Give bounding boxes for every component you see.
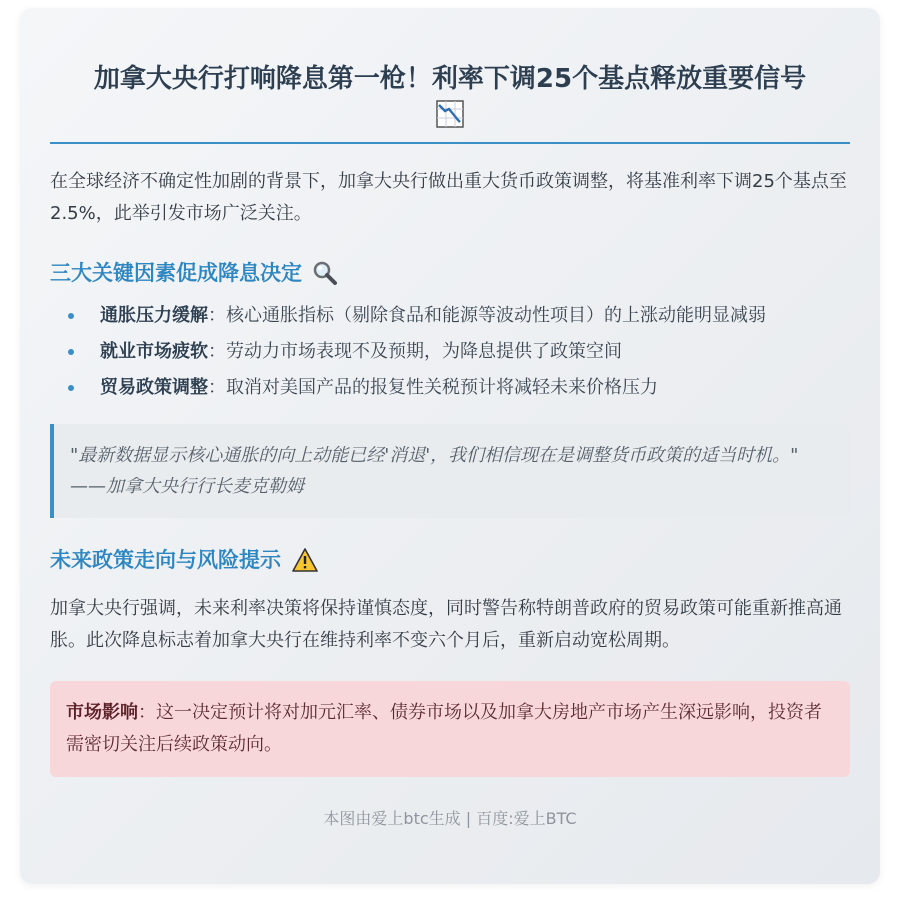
- factor-name: 通胀压力缓解: [100, 305, 208, 326]
- factor-name: 就业市场疲软: [100, 341, 208, 362]
- factor-list: [50, 298, 850, 406]
- alert-label: 市场影响: [66, 702, 138, 723]
- intro-paragraph: 在全球经济不确定性加剧的背景下，加拿大央行做出重大货币政策调整，将基准利率下调25个基点至2.5%，此举引发市场广泛关注。: [50, 171, 847, 224]
- title-divider: [50, 142, 850, 144]
- governor-quote: [50, 424, 850, 518]
- bullet-dot: [68, 385, 74, 391]
- page-title: 加拿大央行打响降息第一枪！利率下调25个基点释放重要信号: [93, 64, 807, 94]
- list-item: [68, 334, 850, 370]
- list-item: [68, 370, 850, 406]
- warning-icon: [291, 547, 319, 573]
- magnifier-icon: [312, 260, 338, 286]
- outlook-heading-text: 未来政策走向与风险提示: [50, 548, 281, 572]
- factors-heading: [50, 258, 850, 288]
- factor-name: 贸易政策调整: [100, 377, 208, 398]
- list-item: [68, 298, 850, 334]
- outlook-heading: [50, 545, 850, 575]
- alert-text: ：这一决定预计将对加元汇率、债券市场以及加拿大房地产市场产生深远影响，投资者需密切关注后续政策动向。: [66, 702, 822, 755]
- bullet-dot: [68, 349, 74, 355]
- article-card: [20, 8, 880, 884]
- bullet-dot: [68, 313, 74, 319]
- chart-decreasing-icon: [436, 100, 464, 128]
- footer-credit: 本图由爱上btc生成 | 百度:爱上BTC: [323, 809, 577, 828]
- factors-heading-text: 三大关键因素促成降息决定: [50, 261, 302, 285]
- quote-attribution: ——加拿大央行行长麦克勒姆: [70, 476, 304, 497]
- market-impact-alert: [50, 681, 850, 777]
- outlook-paragraph: 加拿大央行强调，未来利率决策将保持谨慎态度，同时警告称特朗普政府的贸易政策可能重新推高通胀。此次降息标志着加拿大央行在维持利率不变六个月后，重新启动宽松周期。: [50, 598, 842, 651]
- factor-text: ：取消对美国产品的报复性关税预计将减轻未来价格压力: [208, 377, 658, 398]
- factor-text: ：核心通胀指标（剔除食品和能源等波动性项目）的上涨动能明显减弱: [208, 305, 766, 326]
- quote-text: "最新数据显示核心通胀的向上动能已经'消退'，我们相信现在是调整货币政策的适当时机。": [70, 445, 799, 466]
- factor-text: ：劳动力市场表现不及预期，为降息提供了政策空间: [208, 341, 622, 362]
